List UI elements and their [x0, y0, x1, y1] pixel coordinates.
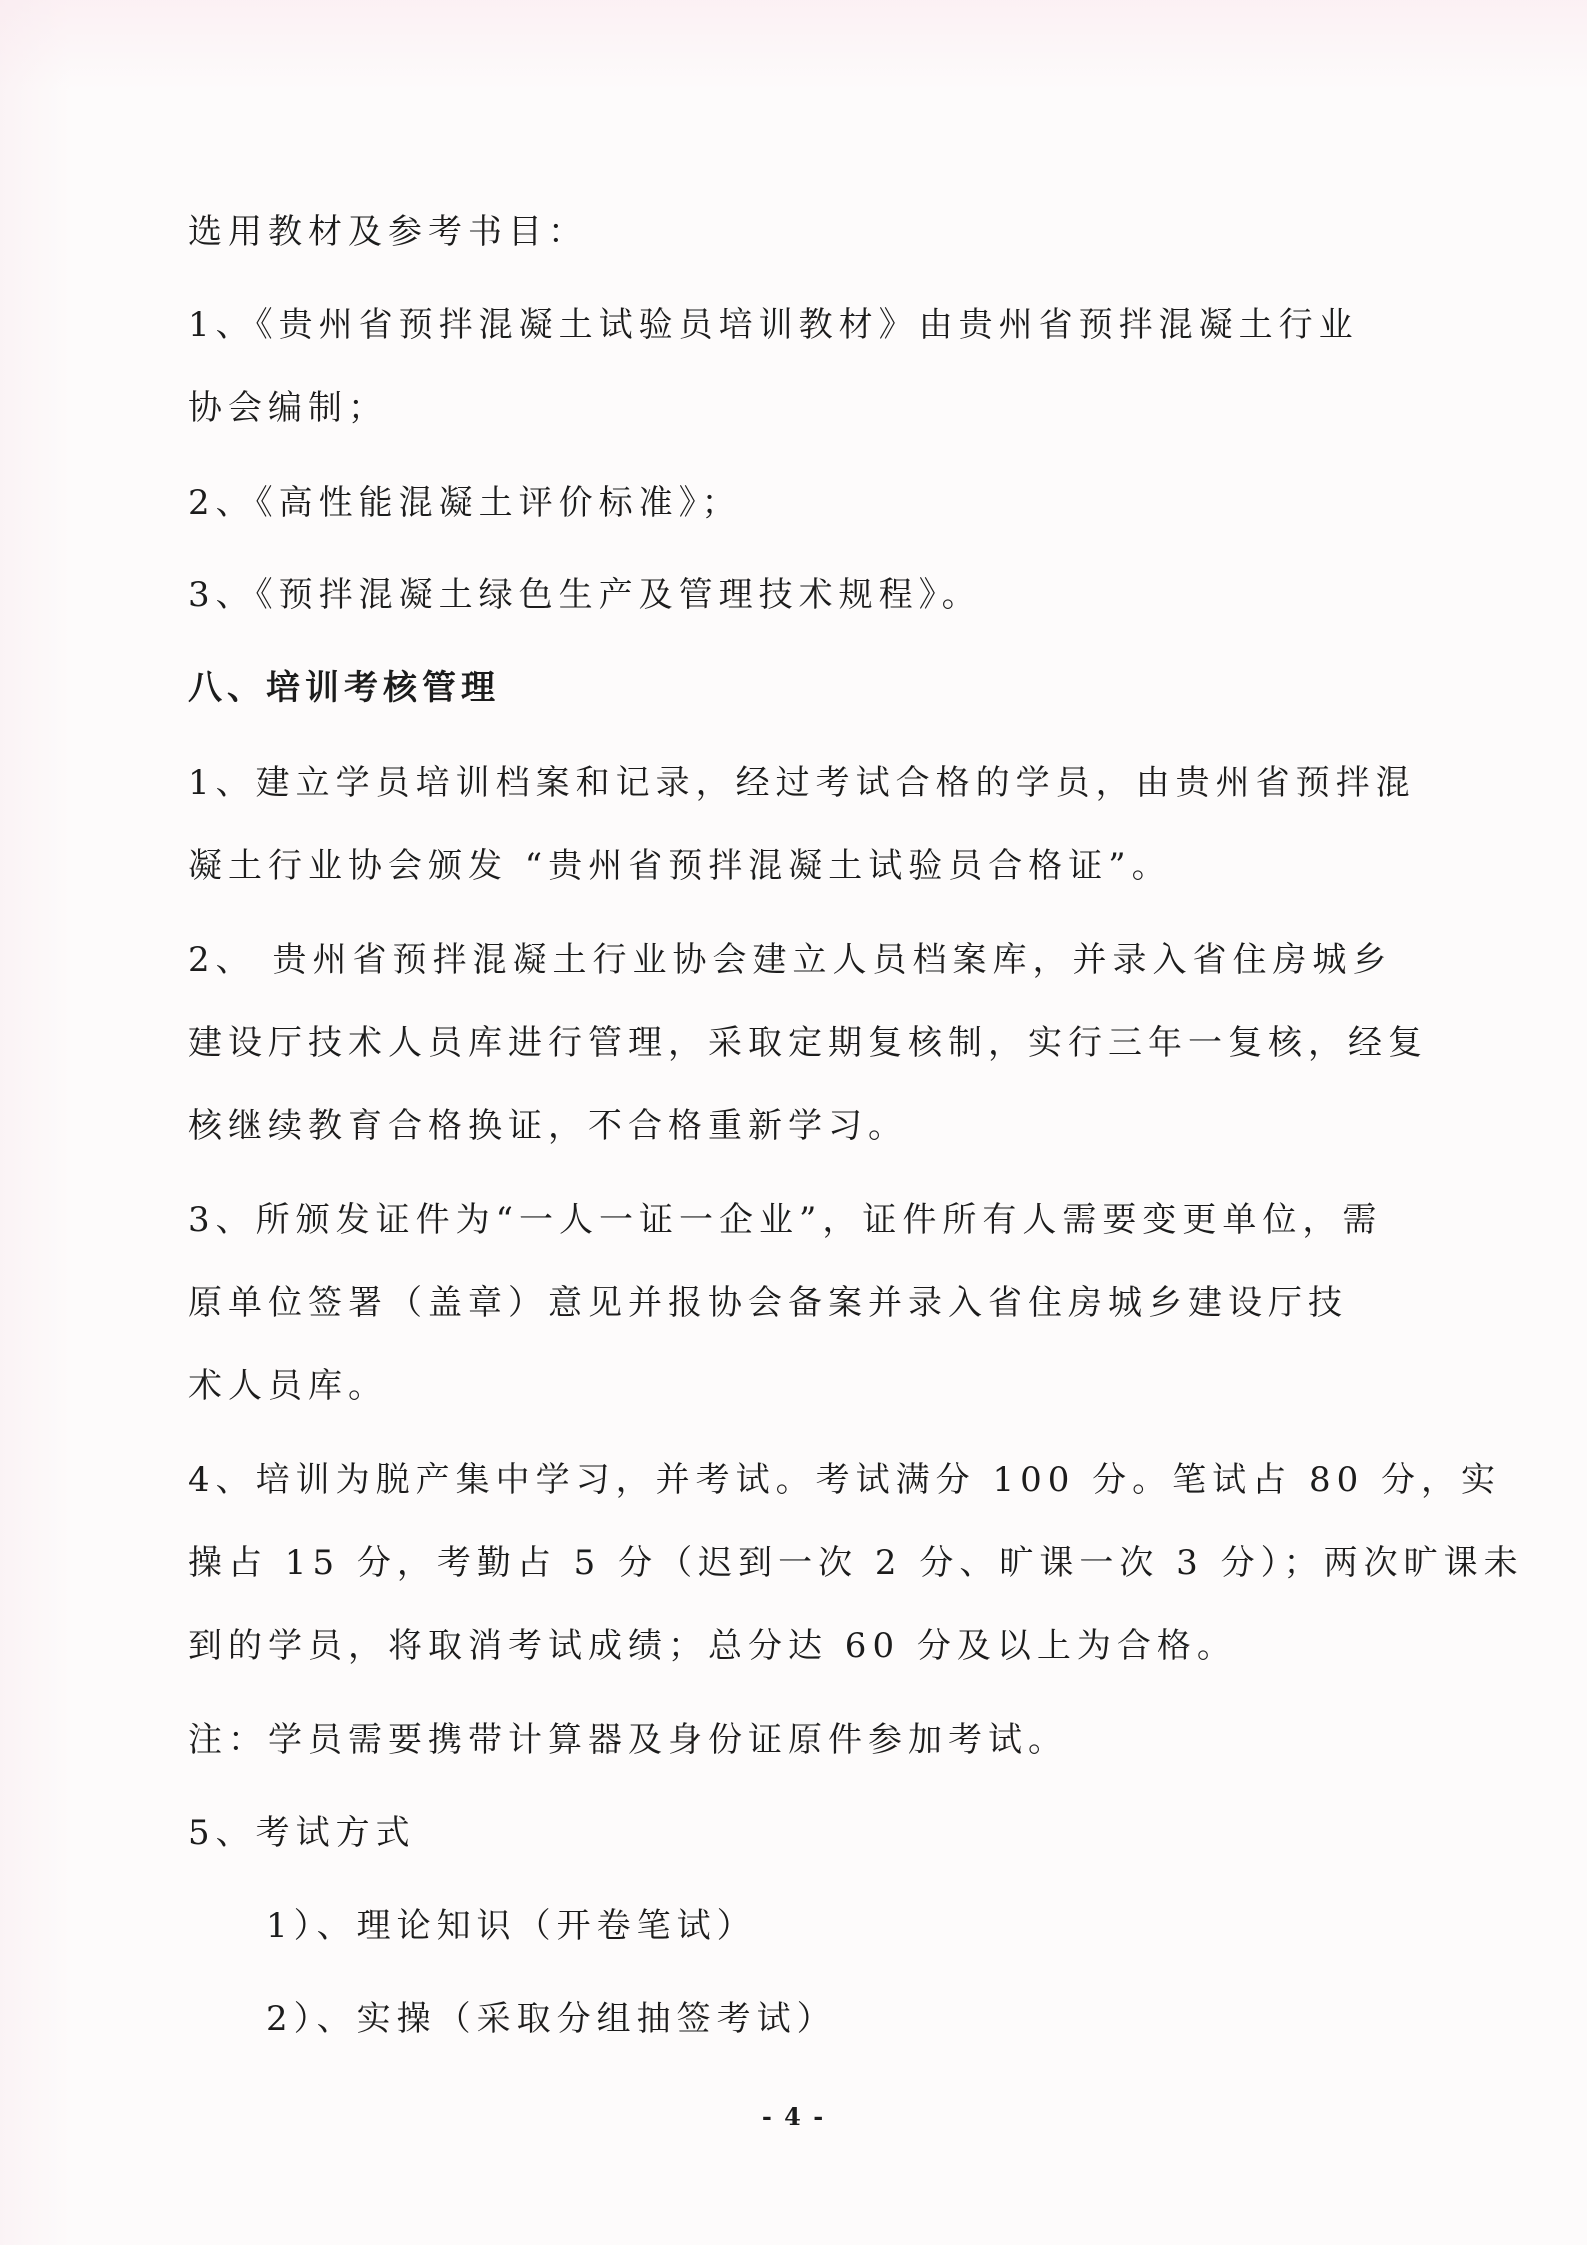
page-number: - 4 - [761, 2102, 826, 2131]
exam-note: 注：学员需要携带计算器及身份证原件参加考试。 [188, 1720, 1068, 1760]
textbook-intro: 选用教材及参考书目： [188, 212, 588, 252]
textbook-item-3: 3、《预拌混凝土绿色生产及管理技术规程》。 [188, 575, 982, 615]
management-item-1-line-2: 凝土行业协会颁发 “贵州省预拌混凝土试验员合格证”。 [188, 846, 1172, 886]
textbook-item-1-line-1: 1、《贵州省预拌混凝土试验员培训教材》由贵州省预拌混凝土行业 [188, 305, 1359, 345]
management-item-4-line-3: 到的学员，将取消考试成绩；总分达 60 分及以上为合格。 [188, 1626, 1237, 1666]
section-heading-training-assessment: 八、培训考核管理 [188, 668, 500, 708]
management-item-2-line-1: 2、 贵州省预拌混凝土行业协会建立人员档案库，并录入省住房城乡 [188, 940, 1393, 980]
management-item-1-line-1: 1、建立学员培训档案和记录，经过考试合格的学员，由贵州省预拌混 [188, 763, 1416, 803]
management-item-2-line-3: 核继续教育合格换证，不合格重新学习。 [188, 1106, 908, 1146]
management-item-4-line-2: 操占 15 分，考勤占 5 分（迟到一次 2 分、旷课一次 3 分）；两次旷课未 [188, 1543, 1524, 1583]
exam-method-1: 1）、理论知识（开卷笔试） [266, 1906, 757, 1946]
management-item-3-line-1: 3、所颁发证件为“一人一证一企业”，证件所有人需要变更单位，需 [188, 1200, 1383, 1240]
management-item-5: 5、考试方式 [188, 1813, 416, 1853]
management-item-4-line-1: 4、培训为脱产集中学习，并考试。考试满分 100 分。笔试占 80 分，实 [188, 1460, 1502, 1500]
management-item-3-line-2: 原单位签署（盖章）意见并报协会备案并录入省住房城乡建设厅技 [188, 1283, 1348, 1323]
management-item-3-line-3: 术人员库。 [188, 1366, 388, 1406]
exam-method-2: 2）、实操（采取分组抽签考试） [266, 1999, 837, 2039]
textbook-item-1-line-2: 协会编制； [188, 388, 388, 428]
textbook-item-2: 2、《高性能混凝土评价标准》； [188, 483, 742, 523]
management-item-2-line-2: 建设厅技术人员库进行管理，采取定期复核制，实行三年一复核，经复 [188, 1023, 1428, 1063]
